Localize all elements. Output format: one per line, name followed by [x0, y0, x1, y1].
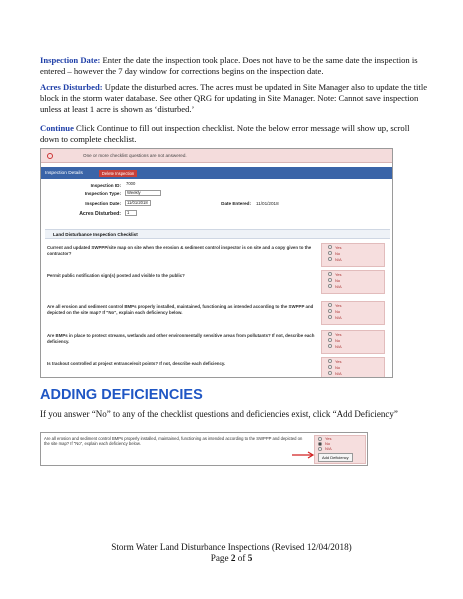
radio-no-icon[interactable]: [328, 278, 332, 282]
inspection-id-value: 7000: [125, 182, 145, 188]
option-na[interactable]: [322, 314, 384, 320]
paragraph-continue: [40, 123, 430, 145]
section-heading: ADDING DEFICIENCIES: [40, 387, 203, 403]
checklist-options-2: [321, 270, 385, 294]
red-arrow-icon: [290, 450, 316, 460]
delete-inspection-button[interactable]: Delete Inspection: [99, 170, 137, 177]
option-na-label: N/A: [335, 343, 342, 349]
error-icon: [47, 153, 53, 159]
date-entered-label: Date Entered:: [221, 201, 251, 206]
page-total: 5: [247, 553, 253, 563]
add-deficiency-screenshot: [40, 432, 368, 466]
option-no-label: No: [335, 337, 341, 343]
option-na-label: N/A: [335, 314, 342, 320]
radio-yes-icon[interactable]: [328, 245, 332, 249]
inspection-details-header: [41, 167, 392, 179]
inspection-date-label: Inspection Date:: [85, 201, 121, 206]
checklist-options-1: [321, 243, 385, 267]
term-acres-disturbed: Acres Disturbed:: [40, 82, 103, 92]
option-no-label: No: [335, 250, 341, 256]
page-prefix: Page: [210, 553, 231, 563]
inspection-form-screenshot: [40, 148, 393, 378]
checklist-question-4: Are BMPs in place to protect streams, wetlands and other environmentally sensitive areas from pollutants? If not, describe each deficiency.: [47, 333, 315, 344]
option-yes-label: Yes: [335, 271, 342, 277]
option-na[interactable]: [322, 283, 384, 289]
error-message: One or more checklist questions are not answered.: [83, 153, 187, 158]
checklist-options-4: [321, 330, 385, 354]
inspection-date-input[interactable]: 11/01/2018: [125, 200, 151, 206]
radio-yes-icon[interactable]: [328, 303, 332, 307]
radio-na-icon[interactable]: [328, 344, 332, 348]
radio-no-icon[interactable]: [328, 365, 332, 369]
inspection-id-label: Inspection ID:: [90, 183, 121, 188]
option-no-label: No: [325, 441, 331, 446]
option-no-label: No: [335, 308, 341, 314]
page-sep: of: [235, 553, 248, 563]
radio-na-icon[interactable]: [328, 284, 332, 288]
option-na-label: N/A: [335, 370, 342, 376]
term-continue: Continue: [40, 123, 74, 133]
inspection-type-label: Inspection Type:: [84, 191, 121, 196]
checklist-options-3: [321, 301, 385, 325]
radio-na-icon[interactable]: [328, 371, 332, 375]
error-banner: [41, 149, 392, 163]
option-yes-label: Yes: [335, 331, 342, 337]
deficiency-options: [314, 435, 366, 464]
checklist-title: Land Disturbance Inspection Checklist: [45, 229, 390, 239]
option-na-label: N/A: [325, 446, 332, 451]
radio-na-icon[interactable]: [328, 315, 332, 319]
checklist-options-5: [321, 357, 385, 378]
option-na-label: N/A: [335, 256, 342, 262]
inspection-type-select[interactable]: Weekly: [125, 190, 161, 196]
radio-na-icon[interactable]: [328, 257, 332, 261]
radio-no-selected-icon[interactable]: [318, 442, 322, 446]
section-intro: If you answer “No” to any of the checklist questions and deficiencies exist, click “Add Deficiency”: [40, 409, 398, 419]
text-inspection-date: Enter the date the inspection took place. Does not have to be the same date the inspection is entered – however the 7 day window for corrections begins on the inspection date.: [40, 55, 418, 76]
option-na[interactable]: [322, 370, 384, 376]
radio-no-icon[interactable]: [328, 309, 332, 313]
checklist-question-5: Is trackout controlled at project entrance/exit points? If not, describe each deficiency.: [47, 361, 226, 366]
text-continue: Click Continue to fill out inspection checklist. Note the below error message will show up, scroll down to complete checklist.: [40, 123, 410, 144]
option-yes-label: Yes: [325, 436, 332, 441]
radio-yes-icon[interactable]: [318, 437, 322, 441]
radio-yes-icon[interactable]: [328, 332, 332, 336]
checklist-question-3: Are all erosion and sediment control BMPs properly installed, maintained, functioning as intended according to the SWPPP and depicted on the site map? If "No", explain each deficiency below.: [47, 304, 314, 315]
field-inspection-type: [41, 191, 391, 201]
option-yes-label: Yes: [335, 358, 342, 364]
radio-na-icon[interactable]: [318, 447, 322, 451]
option-na[interactable]: [322, 343, 384, 349]
option-na[interactable]: [315, 446, 365, 451]
radio-yes-icon[interactable]: [328, 272, 332, 276]
term-inspection-date: Inspection Date:: [40, 55, 101, 65]
acres-disturbed-input[interactable]: 1: [125, 210, 137, 216]
date-entered-value: 11/01/2018: [256, 201, 279, 206]
option-na[interactable]: [322, 256, 384, 262]
page-number: [0, 553, 463, 564]
text-acres-disturbed: Update the disturbed acres. The acres must be updated in Site Manager also to update the title block in the storm water database. See other QRG for updating in Site Manager. Note: Cannot save inspection unless at least 1 acre is shown as ‘disturbed.’: [40, 82, 428, 114]
deficiency-question: Are all erosion and sediment control BMPs properly installed, maintained, functioning as intended according to the SWPPP and depicted on the site map? If "No", explain each deficiency below.: [44, 436, 303, 447]
field-acres-disturbed: [41, 211, 391, 221]
option-yes-label: Yes: [335, 244, 342, 250]
checklist-question-2: Permit public notification sign(s) posted and visible to the public?: [47, 273, 185, 278]
radio-yes-icon[interactable]: [328, 359, 332, 363]
option-no-label: No: [335, 364, 341, 370]
header-title: Inspection Details: [45, 170, 83, 176]
page-current: 2: [230, 553, 236, 563]
checklist-question-1: Current and updated SWPPP/site map on site when the erosion & sediment control inspector is on site and a copy given to the contractor?: [47, 245, 312, 256]
paragraph-inspection-date: [40, 55, 430, 77]
radio-no-icon[interactable]: [328, 251, 332, 255]
option-na-label: N/A: [335, 283, 342, 289]
radio-no-icon[interactable]: [328, 338, 332, 342]
option-no-label: No: [335, 277, 341, 283]
option-yes-label: Yes: [335, 302, 342, 308]
footer-title: Storm Water Land Disturbance Inspections (Revised 12/04/2018): [111, 542, 352, 552]
acres-disturbed-label: Acres Disturbed:: [79, 211, 121, 217]
add-deficiency-button[interactable]: Add Deficiency: [318, 453, 353, 462]
paragraph-acres-disturbed: [40, 82, 430, 115]
field-inspection-date: [41, 201, 391, 211]
